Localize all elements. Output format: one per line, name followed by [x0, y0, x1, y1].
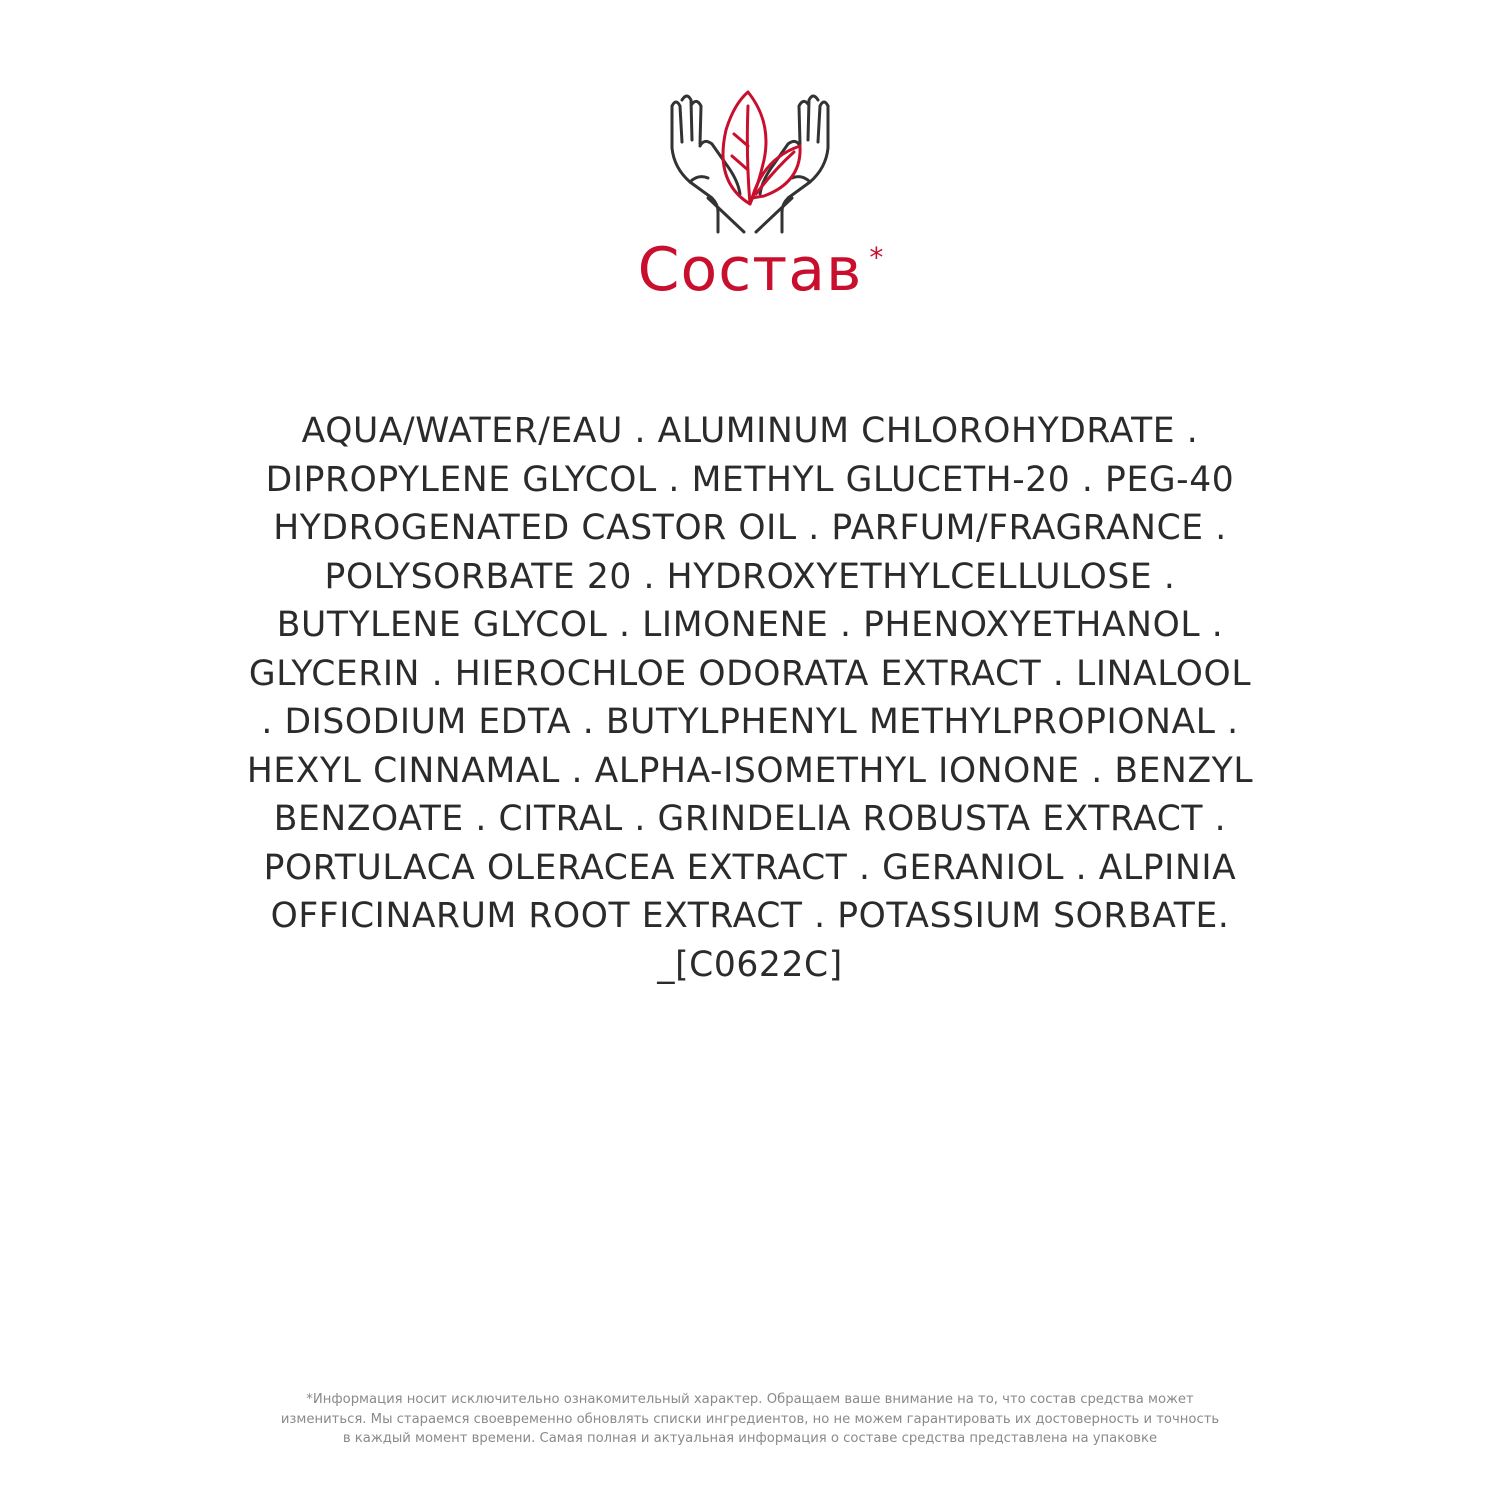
page-title — [637, 235, 885, 305]
hands-leaf-icon — [660, 86, 840, 234]
ingredient-line: BENZOATE . CITRAL . GRINDELIA ROBUSTA EXTRACT . — [273, 799, 1227, 839]
ingredient-line: DIPROPYLENE GLYCOL . METHYL GLUCETH-20 . PEG-40 — [265, 459, 1235, 500]
ingredient-line: OFFICINARUM ROOT EXTRACT . POTASSIUM SORBATE. — [270, 896, 1230, 936]
ingredient-line: AQUA/WATER/EAU . ALUMINUM CHLOROHYDRATE . — [301, 411, 1199, 451]
ingredient-line: . DISODIUM EDTA . BUTYLPHENYL METHYLPROPIONAL . — [261, 702, 1239, 742]
title-footnote-mark: * — [869, 241, 885, 274]
ingredient-line: GLYCERIN . HIEROCHLOE ODORATA EXTRACT . LINALOOL — [248, 653, 1252, 694]
ingredient-line: HYDROGENATED CASTOR OIL . PARFUM/FRAGRANCE . — [273, 508, 1227, 548]
page-title-text: Состав — [637, 235, 863, 305]
footnote-line: *Информация носит исключительно ознакомительный характер. Обращаем ваше внимание на то, что состав средства может — [306, 1392, 1194, 1407]
ingredient-line: BUTYLENE GLYCOL . LIMONENE . PHENOXYETHANOL . — [276, 605, 1224, 645]
ingredients-list — [150, 407, 1350, 989]
ingredient-line: HEXYL CINNAMAL . ALPHA-ISOMETHYL IONONE . BENZYL — [246, 750, 1254, 791]
ingredient-line: PORTULACA OLERACEA EXTRACT . GERANIOL . ALPINIA — [263, 847, 1237, 888]
disclaimer-footnote — [150, 1390, 1350, 1449]
title-block — [0, 235, 1500, 305]
ingredient-line: _[C0622C] — [657, 944, 843, 985]
footnote-line: в каждый момент времени. Самая полная и актуальная информация о составе средства представлена на упаковке — [342, 1431, 1158, 1446]
ingredient-line: POLYSORBATE 20 . HYDROXYETHYLCELLULOSE . — [324, 556, 1176, 597]
footnote-line: измениться. Мы стараемся своевременно обновлять списки ингредиентов, но не можем гарантировать их достоверность и точность — [280, 1411, 1220, 1427]
